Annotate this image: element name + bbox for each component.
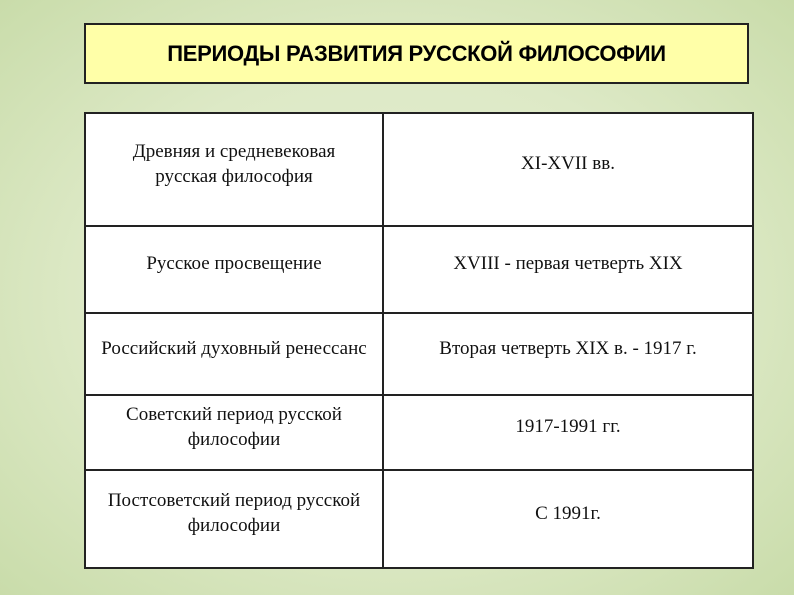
period-dates-cell	[383, 226, 753, 313]
periods-table	[84, 112, 754, 569]
period-name: Постсоветский период русской философии	[107, 490, 361, 536]
period-dates: XI-XVII вв.	[521, 153, 615, 174]
period-name-cell	[85, 470, 383, 568]
table-row	[85, 113, 753, 226]
period-name: Советский период русской философии	[126, 403, 342, 450]
page-title: ПЕРИОДЫ РАЗВИТИЯ РУССКОЙ ФИЛОСОФИИ	[167, 40, 666, 66]
period-name-cell	[85, 113, 383, 226]
period-name: Древняя и средневековая русская философия	[132, 140, 336, 187]
period-name: Российский духовный ренессанс	[101, 337, 367, 359]
table-row	[85, 470, 753, 568]
period-name: Русское просвещение	[146, 253, 322, 274]
period-name-cell	[85, 226, 383, 313]
period-dates-cell	[383, 313, 753, 395]
period-dates-cell	[383, 395, 753, 470]
period-dates: 1917-1991 гг.	[515, 416, 621, 437]
period-dates-cell	[383, 113, 753, 226]
period-dates: С 1991г.	[535, 502, 601, 524]
period-dates: Вторая четверть XIX в. - 1917 г.	[439, 337, 697, 359]
title-box	[84, 23, 749, 84]
table-row	[85, 313, 753, 395]
period-name-cell	[85, 395, 383, 470]
table-row	[85, 226, 753, 313]
table-row	[85, 395, 753, 470]
period-name-cell	[85, 313, 383, 395]
period-dates: XVIII - первая четверть XIX	[453, 253, 683, 274]
period-dates-cell	[383, 470, 753, 568]
